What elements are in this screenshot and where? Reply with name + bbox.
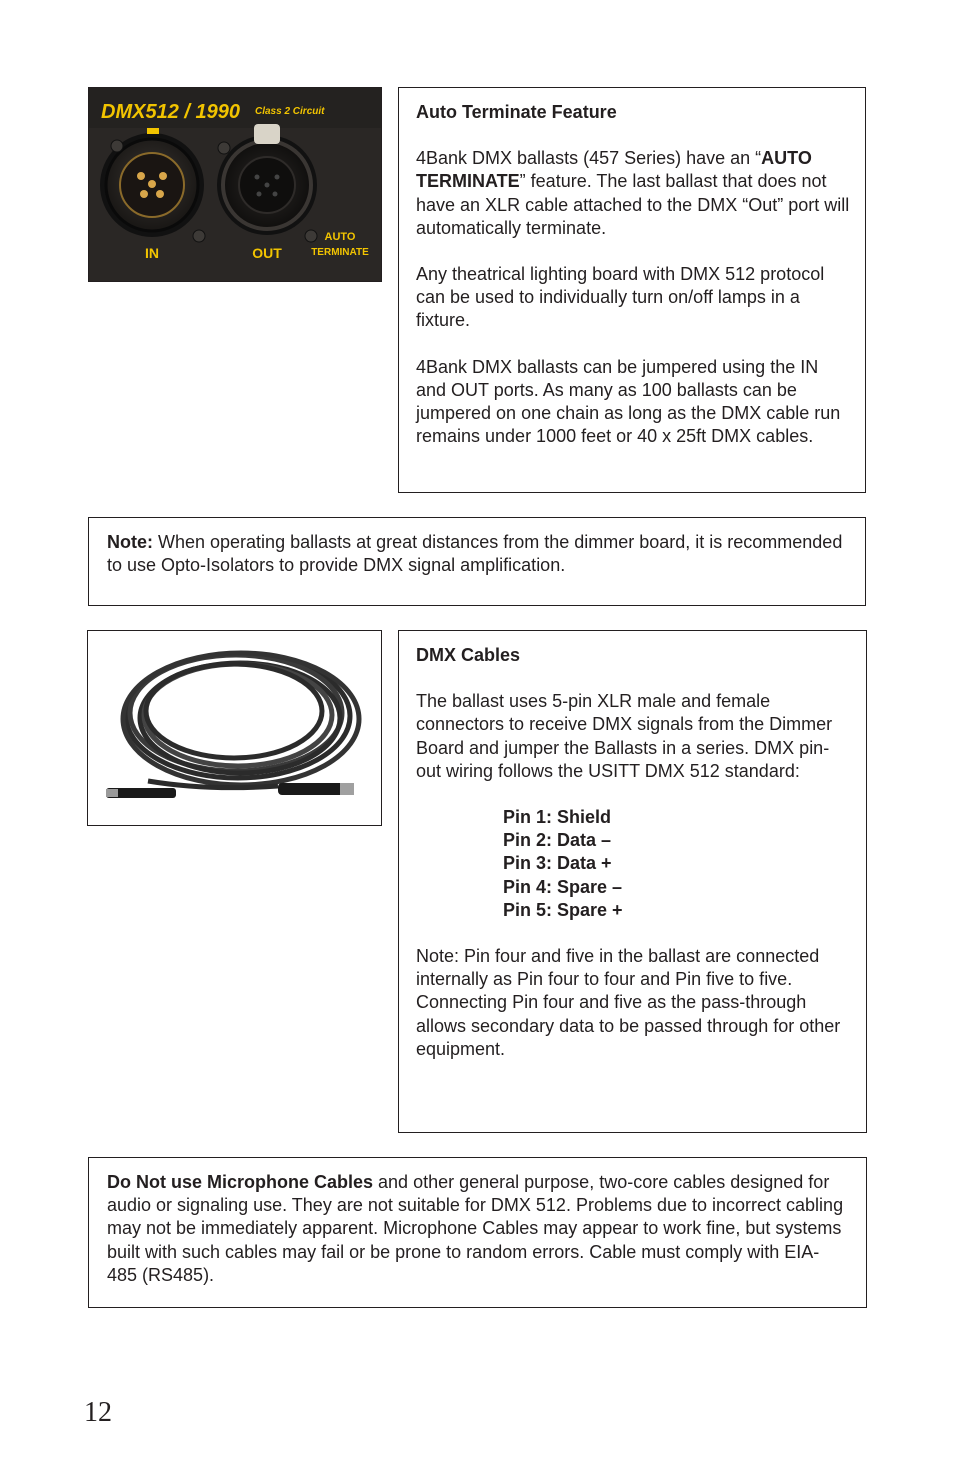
pin-item: Pin 3: Data +: [503, 853, 612, 874]
microphone-warning-text: Do Not use Microphone Cables and other general purpose, two-core cables designed for audio or signaling use. They are not suitable for DMX 512. Problems due to incorrect cabling may not be immediately apparent. Microphone Cables may appear to work fine, but systems built with such cables may fail or be prone to random errors. Cable must comply with EIA-485 (RS485).: [107, 1172, 844, 1285]
note-text: Note: When operating ballasts at great distances from the dimmer board, it is recommended to use Opto-Isolators to provide DMX signal amplification.: [107, 532, 843, 576]
microphone-warning-box: [88, 1157, 867, 1308]
auto-terminate-paragraph-3: 4Bank DMX ballasts can be jumpered using the IN and OUT ports. As many as 100 ballasts can be jumpered on one chain as long as the DMX cable run remains under 1000 feet or 40 x 25ft DMX cables.: [416, 356, 841, 447]
pin-item: Pin 4: Spare –: [503, 876, 623, 897]
dmx-cables-heading: DMX Cables: [416, 645, 521, 665]
dmx-cables-box: [398, 630, 867, 1133]
dmx-panel-illustration: [89, 88, 381, 281]
panel-label-main: DMX512 / 1990: [101, 101, 240, 123]
dmx-cable-photo: [87, 630, 382, 826]
pin-list: [416, 806, 852, 922]
panel-label-terminate: TERMINATE: [311, 247, 369, 258]
pin-item: Pin 1: Shield: [503, 807, 612, 828]
note-box: [88, 517, 866, 606]
auto-terminate-paragraph-1: 4Bank DMX ballasts (457 Series) have an “AUTO TERMINATE” feature. The last ballast that does not have an XLR cable attached to the DMX “Out” port will automatically terminate.: [416, 148, 850, 238]
auto-terminate-paragraph-2: Any theatrical lighting board with DMX 512 protocol can be used to individually turn on/off lamps in a fixture.: [416, 264, 825, 331]
dmx-cables-note: Note: Pin four and five in the ballast are connected internally as Pin four to four and Pin five to five. Connecting Pin four and five as the pass-through allows secondary data to be passed through for other equipment.: [416, 946, 841, 1059]
pin-item: Pin 2: Data –: [503, 830, 612, 851]
panel-label-auto: AUTO: [324, 231, 356, 243]
page-number: 12: [84, 1397, 112, 1428]
dmx-cables-paragraph: The ballast uses 5-pin XLR male and female connectors to receive DMX signals from the Dimmer Board and jumper the Ballasts in a series. DMX pin-out wiring follows the USITT DMX 512 standard:: [416, 691, 833, 781]
dmx-cable-illustration: [88, 631, 381, 825]
panel-label-circuit: Class 2 Circuit: [255, 106, 325, 117]
auto-terminate-heading: Auto Terminate Feature: [416, 102, 617, 122]
panel-label-out: OUT: [252, 245, 282, 261]
dmx-panel-photo: [88, 87, 382, 282]
pin-item: Pin 5: Spare +: [503, 899, 623, 920]
panel-label-in: IN: [145, 245, 159, 261]
auto-terminate-box: [398, 87, 866, 493]
